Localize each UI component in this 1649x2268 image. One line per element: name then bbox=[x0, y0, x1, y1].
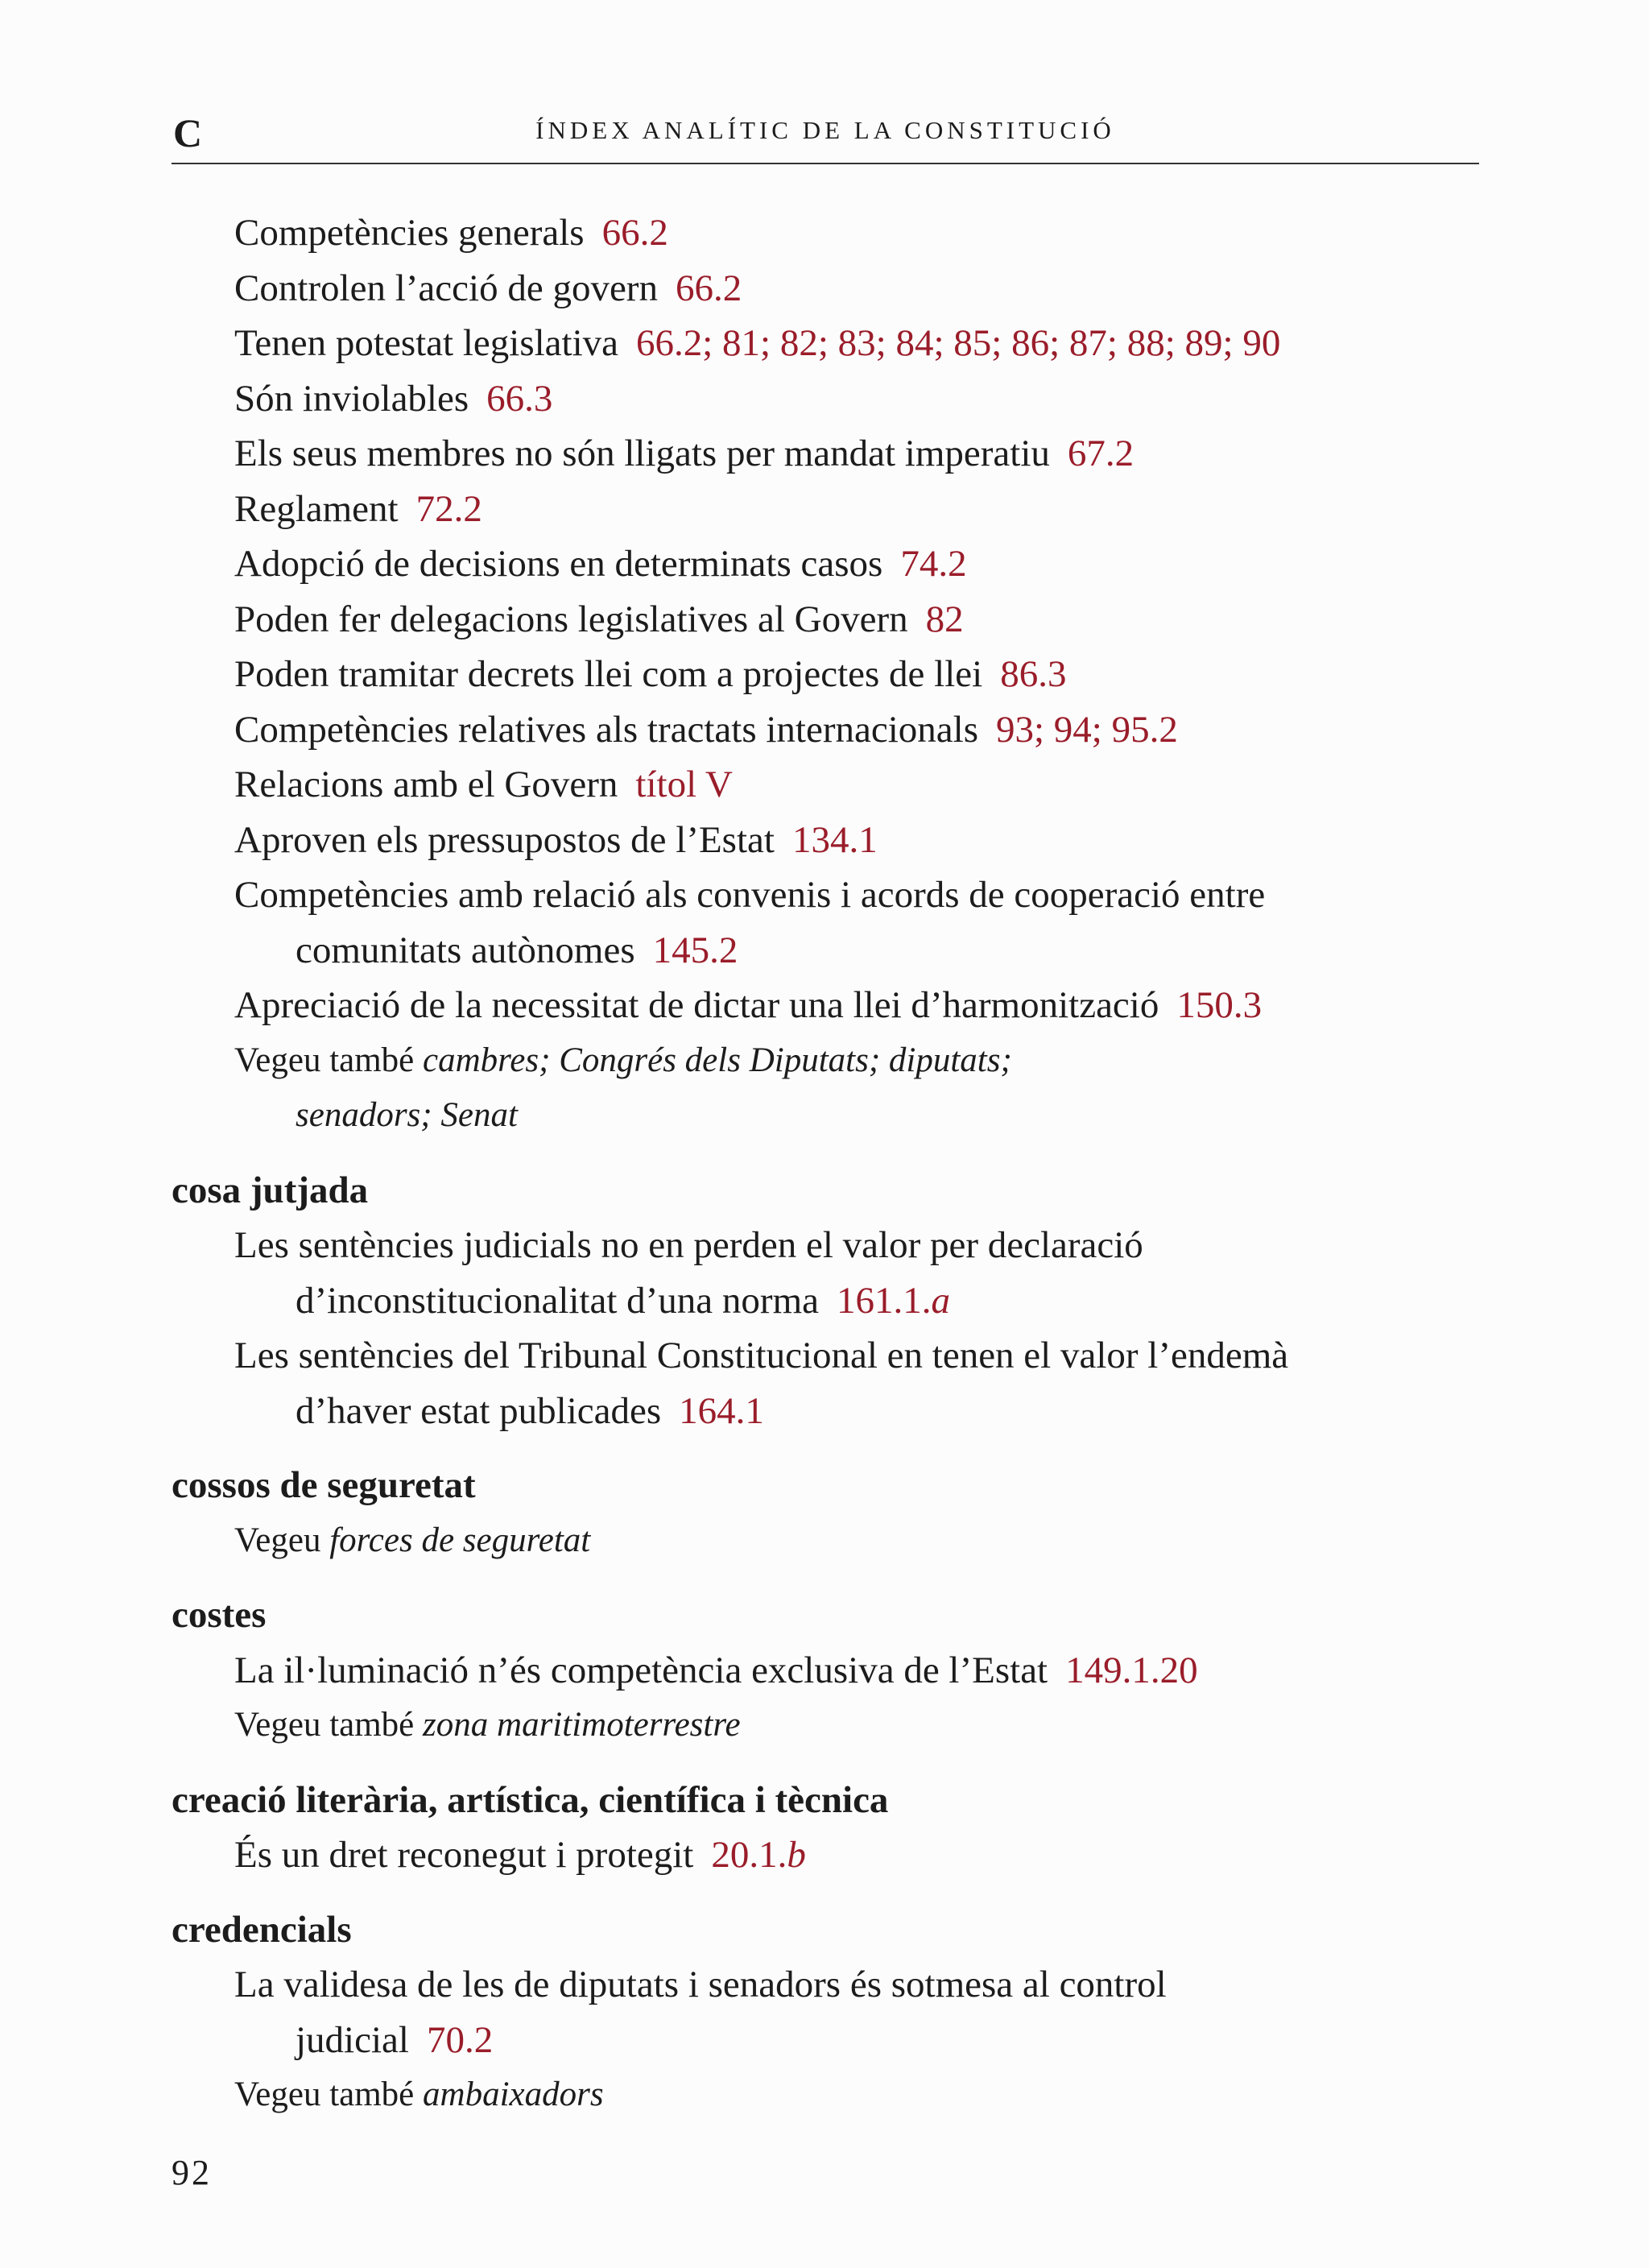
see-also-reference: Vegeu també zona maritimoterrestre bbox=[234, 1706, 741, 1744]
article-reference: 145.2 bbox=[652, 929, 738, 971]
index-subentry-continuation: comunitats autònomes 145.2 bbox=[295, 929, 738, 971]
index-entry-term: costes bbox=[172, 1594, 267, 1636]
index-entry-term: creació literària, artística, científica i tècnica bbox=[172, 1778, 889, 1821]
article-reference: 82 bbox=[925, 598, 964, 640]
index-subentry: Competències amb relació als convenis i acords de cooperació entre bbox=[234, 874, 1266, 916]
index-subentry: És un dret reconegut i protegit 20.1.b bbox=[234, 1834, 806, 1876]
index-subentry: Apreciació de la necessitat de dictar una llei d’harmonització 150.3 bbox=[234, 984, 1263, 1026]
article-reference: 74.2 bbox=[900, 543, 967, 585]
article-reference: 134.1 bbox=[791, 818, 878, 861]
index-subentry: Competències generals 66.2 bbox=[234, 212, 668, 254]
article-reference: 70.2 bbox=[426, 2018, 494, 2061]
index-subentry-continuation: d’haver estat publicades 164.1 bbox=[295, 1389, 764, 1432]
article-reference: 93; 94; 95.2 bbox=[995, 708, 1178, 751]
index-subentry: Relacions amb el Govern títol V bbox=[234, 764, 733, 805]
see-also-reference-continuation: senadors; Senat bbox=[295, 1096, 518, 1134]
index-entry-term: cosa jutjada bbox=[172, 1169, 369, 1211]
index-subentry: Poden fer delegacions legislatives al Govern 82 bbox=[234, 598, 964, 640]
index-content bbox=[172, 205, 1479, 2123]
article-reference: 20.1.b bbox=[711, 1834, 806, 1876]
index-entry-term: credencials bbox=[172, 1908, 352, 1951]
article-reference: títol V bbox=[635, 764, 733, 805]
index-subentry: Reglament 72.2 bbox=[234, 487, 482, 530]
see-reference: Vegeu forces de seguretat bbox=[234, 1521, 591, 1559]
section-letter: C bbox=[173, 110, 203, 155]
article-reference: 66.2 bbox=[675, 267, 742, 309]
index-subentry: Aproven els pressupostos de l’Estat 134.1 bbox=[234, 818, 878, 861]
index-subentry: Són inviolables 66.3 bbox=[234, 377, 553, 420]
see-also-reference: Vegeu també cambres; Congrés dels Diputats; diputats; bbox=[234, 1041, 1012, 1079]
article-reference: 161.1.a bbox=[837, 1279, 950, 1322]
index-subentry: Competències relatives als tractats internacionals 93; 94; 95.2 bbox=[234, 708, 1178, 751]
article-reference: 150.3 bbox=[1176, 984, 1263, 1026]
article-reference: 164.1 bbox=[679, 1389, 764, 1432]
index-subentry: Controlen l’acció de govern 66.2 bbox=[234, 267, 742, 309]
article-reference: 72.2 bbox=[415, 487, 482, 530]
index-subentry-continuation: d’inconstitucionalitat d’una norma 161.1.a bbox=[295, 1279, 950, 1322]
index-subentry: Els seus membres no són lligats per mandat imperatiu 67.2 bbox=[234, 432, 1134, 474]
index-subentry: La validesa de les de diputats i senadors és sotmesa al control bbox=[234, 1964, 1167, 2005]
article-reference: 86.3 bbox=[1000, 653, 1067, 695]
article-reference: 149.1.20 bbox=[1065, 1649, 1198, 1691]
running-header bbox=[172, 105, 1479, 164]
index-subentry: Tenen potestat legislativa 66.2; 81; 82; 83; 84; 85; 86; 87; 88; 89; 90 bbox=[234, 322, 1281, 364]
see-also-reference: Vegeu també ambaixadors bbox=[234, 2076, 604, 2113]
running-title: ÍNDEX ANALÍTIC DE LA CONSTITUCIÓ bbox=[535, 116, 1115, 144]
index-entry-term: cossos de seguretat bbox=[172, 1464, 476, 1506]
article-reference: 66.3 bbox=[486, 377, 553, 420]
article-reference: 66.2 bbox=[601, 212, 668, 254]
index-subentry: Adopció de decisions en determinats casos 74.2 bbox=[234, 543, 967, 585]
index-subentry: La il·luminació n’és competència exclusiva de l’Estat 149.1.20 bbox=[234, 1649, 1198, 1691]
index-subentry: Les sentències judicials no en perden el valor per declaració bbox=[234, 1224, 1143, 1266]
page-number: 92 bbox=[172, 2153, 212, 2192]
article-reference: 66.2; 81; 82; 83; 84; 85; 86; 87; 88; 89; 90 bbox=[636, 322, 1281, 364]
index-subentry: Les sentències del Tribunal Constitucional en tenen el valor l’endemà bbox=[234, 1335, 1289, 1376]
index-subentry: Poden tramitar decrets llei com a projectes de llei 86.3 bbox=[234, 653, 1067, 695]
article-reference: 67.2 bbox=[1067, 432, 1134, 474]
index-subentry-continuation: judicial 70.2 bbox=[295, 2018, 494, 2061]
